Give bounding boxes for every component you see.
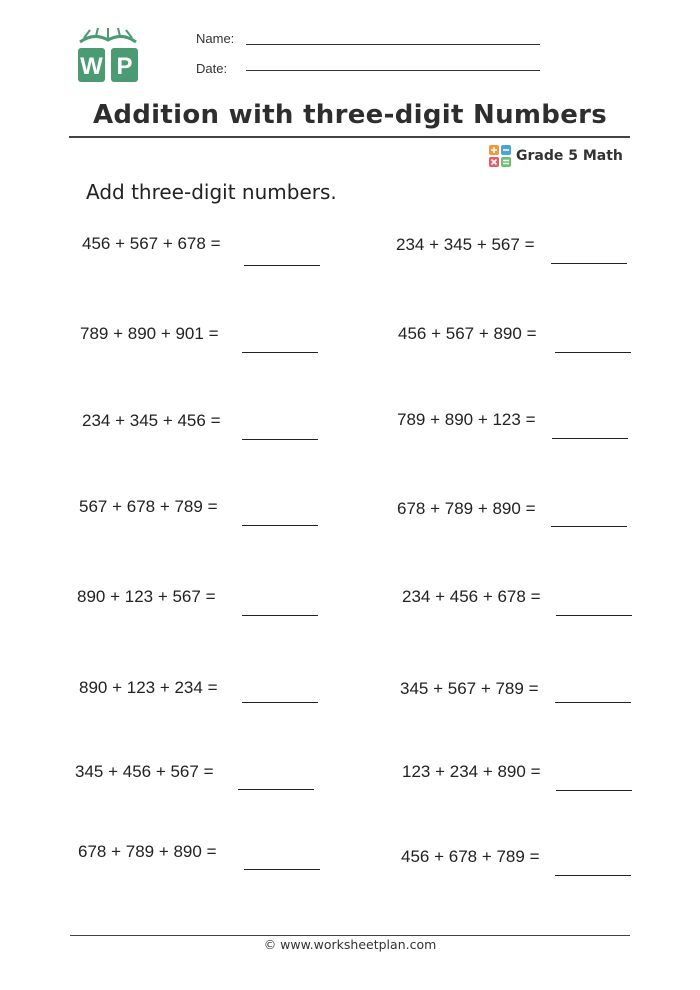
answer-blank-left-5[interactable]: [242, 615, 318, 616]
answer-blank-right-8[interactable]: [555, 875, 631, 876]
problem-left-8: 678 + 789 + 890 =: [78, 842, 217, 861]
problem-left-5: 890 + 123 + 567 =: [77, 587, 216, 606]
footer-url: © www.worksheetplan.com: [263, 937, 437, 952]
title-divider: [69, 136, 630, 138]
worksheetplan-logo: [72, 26, 144, 86]
answer-blank-left-3[interactable]: [242, 439, 318, 440]
answer-blank-right-1[interactable]: [551, 263, 627, 264]
problem-right-3: 789 + 890 + 123 =: [397, 410, 536, 429]
problem-left-6: 890 + 123 + 234 =: [79, 678, 218, 697]
grade-badge-label: Grade 5 Math: [516, 148, 623, 164]
answer-blank-right-6[interactable]: [555, 702, 631, 703]
problem-left-1: 456 + 567 + 678 =: [82, 234, 221, 253]
problem-left-3: 234 + 345 + 456 =: [82, 411, 221, 430]
answer-blank-right-7[interactable]: [556, 790, 632, 791]
problem-right-5: 234 + 456 + 678 =: [402, 587, 541, 606]
math-operations-icon: [488, 144, 512, 168]
problem-right-6: 345 + 567 + 789 =: [400, 679, 539, 698]
answer-blank-right-2[interactable]: [555, 352, 631, 353]
problem-left-2: 789 + 890 + 901 =: [80, 324, 219, 343]
worksheet-title: Addition with three-digit Numbers: [92, 100, 608, 130]
answer-blank-left-1[interactable]: [244, 265, 320, 266]
answer-blank-left-2[interactable]: [242, 352, 318, 353]
problem-right-8: 456 + 678 + 789 =: [401, 847, 540, 866]
problem-right-7: 123 + 234 + 890 =: [402, 762, 541, 781]
answer-blank-left-4[interactable]: [242, 525, 318, 526]
answer-blank-right-5[interactable]: [556, 615, 632, 616]
problem-left-7: 345 + 456 + 567 =: [75, 762, 214, 781]
problem-right-2: 456 + 567 + 890 =: [398, 324, 537, 343]
problem-left-4: 567 + 678 + 789 =: [79, 497, 218, 516]
answer-blank-left-7[interactable]: [238, 789, 314, 790]
footer-divider: [70, 935, 630, 936]
instructions: Add three-digit numbers.: [86, 180, 337, 204]
answer-blank-left-6[interactable]: [242, 702, 318, 703]
name-field[interactable]: [246, 44, 540, 45]
date-label: Date:: [196, 61, 228, 76]
problem-right-1: 234 + 345 + 567 =: [396, 235, 535, 254]
problem-right-4: 678 + 789 + 890 =: [397, 499, 536, 518]
logo-letter-w: W: [80, 53, 103, 80]
grade-badge: [488, 145, 623, 167]
answer-blank-right-3[interactable]: [552, 438, 628, 439]
name-label: Name:: [196, 31, 235, 46]
open-book-icon: [80, 28, 136, 42]
date-field[interactable]: [246, 70, 540, 71]
logo-letter-p: P: [116, 53, 133, 80]
answer-blank-right-4[interactable]: [551, 526, 627, 527]
answer-blank-left-8[interactable]: [244, 869, 320, 870]
